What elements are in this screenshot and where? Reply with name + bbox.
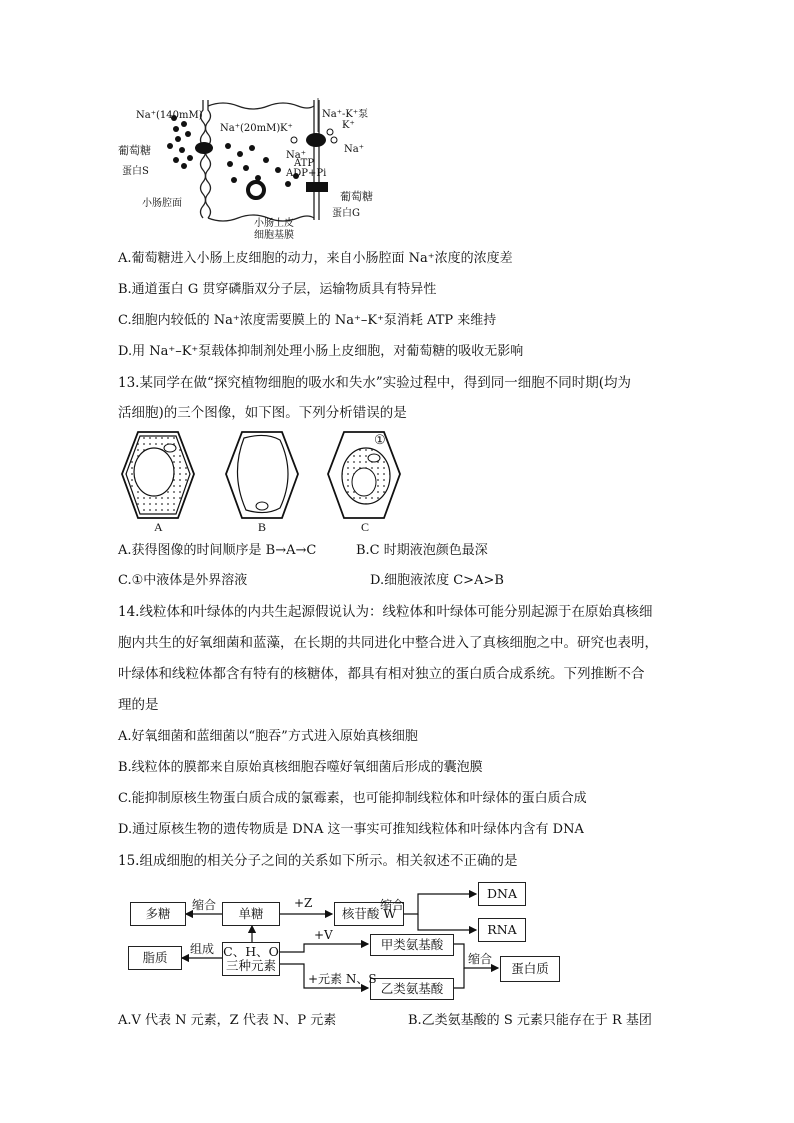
box-dna: DNA <box>478 882 526 906</box>
label-condense-3: 缩合 <box>468 952 493 966</box>
marker-1: ① <box>374 432 386 447</box>
box-polysaccharide: 多糖 <box>130 902 186 926</box>
plant-cells-diagram <box>118 430 418 534</box>
label-glucose-right: 葡萄糖 <box>340 190 373 203</box>
q14-stem-line-3: 叶绿体和线粒体都含有特有的核糖体，都具有相对独立的蛋白质合成系统。下列推断不合 <box>118 666 645 682</box>
plant-cell-figure <box>118 430 418 534</box>
label-basal-2: 细胞基膜 <box>254 230 294 241</box>
label-atp: ATP <box>294 158 315 169</box>
label-na-right: Na⁺ <box>344 144 364 155</box>
label-pump: Na⁺-K⁺泵 <box>322 109 369 120</box>
q12-option-d: D.用 Na⁺–K⁺泵载体抑制剂处理小肠上皮细胞，对葡萄糖的吸收无影响 <box>118 344 524 359</box>
q14-option-b: B.线粒体的膜都来自原始真核细胞吞噬好氧细菌后形成的囊泡膜 <box>118 760 483 775</box>
q15-stem: 15.组成细胞的相关分子之间的关系如下所示。相关叙述不正确的是 <box>118 853 518 869</box>
q13-option-c: C.①中液体是外界溶液 <box>118 573 248 588</box>
label-k-right: K⁺ <box>342 120 355 131</box>
cell-label-b: B <box>258 520 267 534</box>
q15-option-b: B.乙类氨基酸的 S 元素只能存在于 R 基团 <box>408 1013 652 1028</box>
label-condense-2: 缩合 <box>380 898 405 912</box>
label-adp: ADP+Pi <box>286 168 327 179</box>
label-basal-1: 小肠上皮 <box>254 218 294 229</box>
q14-stem-line-4: 理的是 <box>118 697 159 713</box>
q13-option-d: D.细胞液浓度 C>A>B <box>370 573 504 588</box>
label-condense-1: 缩合 <box>192 898 217 912</box>
label-na-inside: Na⁺(20mM) <box>220 123 281 134</box>
q14-stem-line-2: 胞内共生的好氧细菌和蓝藻，在长期的共同进化中整合进入了真核细胞之中。研究也表明， <box>118 635 658 651</box>
elements-line-2: 三种元素 <box>225 958 276 973</box>
q14-option-a: A.好氧细菌和蓝细菌以“胞吞”方式进入原始真核细胞 <box>118 729 418 744</box>
molecule-relationship-diagram <box>118 880 568 1000</box>
elements-line-1: C、H、O <box>223 944 279 959</box>
label-k-left: K⁺ <box>280 123 293 134</box>
cell-label-a: A <box>154 520 163 534</box>
label-plus-z: +Z <box>294 896 313 910</box>
label-lumen: 小肠腔面 <box>142 198 182 209</box>
box-rna: RNA <box>478 918 526 942</box>
q13-option-a: A.获得图像的时间顺序是 B→A→C <box>118 543 317 558</box>
box-monosaccharide: 单糖 <box>222 902 280 926</box>
q14-stem-line-1: 14.线粒体和叶绿体的内共生起源假说认为：线粒体和叶绿体可能分别起源于在原始真核细 <box>118 604 653 620</box>
label-compose: 组成 <box>190 942 215 956</box>
label-glucose-left: 葡萄糖 <box>118 144 151 157</box>
cell-label-c: C <box>361 520 370 534</box>
membrane-transport-figure <box>118 96 388 242</box>
box-amino-b: 乙类氨基酸 <box>370 978 454 1000</box>
q13-stem-line-1: 13.某同学在做“探究植物细胞的吸水和失水”实验过程中，得到同一细胞不同时期(均为 <box>118 375 632 391</box>
box-protein: 蛋白质 <box>500 956 560 982</box>
q12-option-c: C.细胞内较低的 Na⁺浓度需要膜上的 Na⁺–K⁺泵消耗 ATP 来维持 <box>118 313 497 328</box>
label-plus-ns: +元素 N、S <box>308 972 377 986</box>
q12-option-b: B.通道蛋白 G 贯穿磷脂双分子层，运输物质具有特异性 <box>118 282 437 297</box>
q13-stem-line-2: 活细胞)的三个图像，如下图。下列分析错误的是 <box>118 405 407 421</box>
label-na-atp: Na⁺ <box>286 150 306 161</box>
box-elements <box>222 942 280 976</box>
label-na-outside: Na⁺(140mM) <box>136 110 203 121</box>
cell-b <box>226 432 298 518</box>
label-protein-s: 蛋白S <box>122 166 149 177</box>
cell-c <box>328 432 400 518</box>
box-amino-a: 甲类氨基酸 <box>370 934 454 956</box>
q12-option-a: A.葡萄糖进入小肠上皮细胞的动力，来自小肠腔面 Na⁺浓度的浓度差 <box>118 251 513 266</box>
q14-option-c: C.能抑制原核生物蛋白质合成的氯霉素，也可能抑制线粒体和叶绿体的蛋白质合成 <box>118 791 587 806</box>
box-lipid: 脂质 <box>128 946 182 970</box>
q13-option-b: B.C 时期液泡颜色最深 <box>356 543 488 558</box>
q15-option-a: A.V 代表 N 元素，Z 代表 N、P 元素 <box>118 1013 337 1028</box>
q14-option-d: D.通过原核生物的遗传物质是 DNA 这一事实可推知线粒体和叶绿体内含有 DNA <box>118 822 584 837</box>
label-protein-g: 蛋白G <box>332 208 360 219</box>
box-nucleotide: 核苷酸 W <box>334 902 404 926</box>
cell-a <box>122 432 194 518</box>
label-plus-v: +V <box>314 928 333 942</box>
